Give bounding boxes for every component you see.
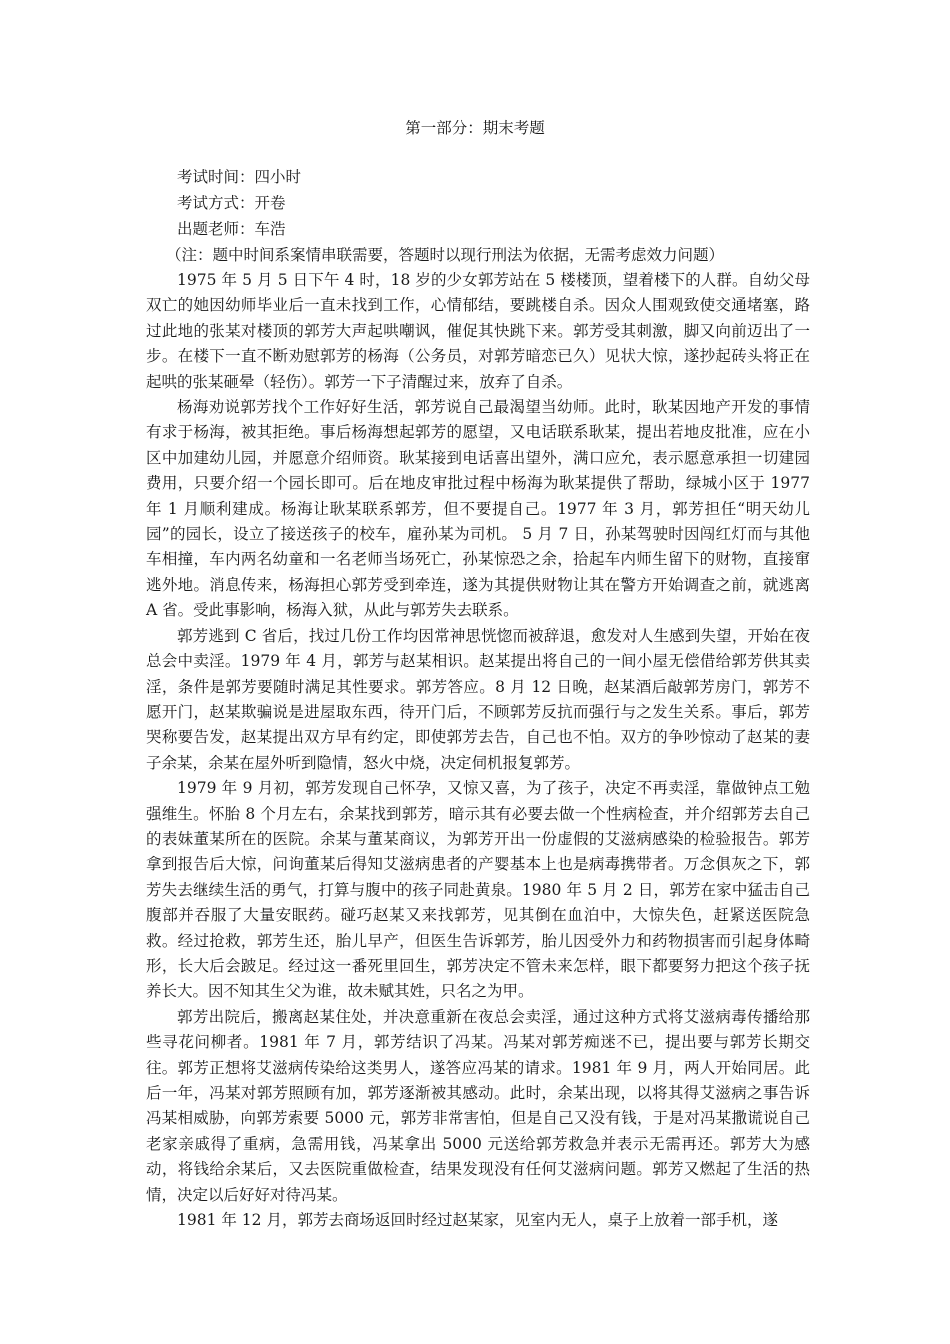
document-body [146, 164, 810, 1233]
exam-note: （注：题中时间系案情串联需要，答题时以现行刑法为依据，无需考虑效力问题） [166, 246, 725, 264]
case-paragraph-5: 郭芳出院后，搬离赵某住处，并决意重新在夜总会卖淫，通过这种方式将艾滋病毒传播给那些寻花问柳者。1981 年 7 月，郭芳结识了冯某。冯某对郭芳痴迷不已，提出要与郭芳长期交往。郭芳正想将艾滋病传染给这类男人，遂答应冯某的请求。1981 年 9 月，两人开始同居。此后一年，冯某对郭芳照顾有加，郭芳逐渐被其感动。此时，余某出现，以将其得艾滋病之事告诉冯某相威胁，向郭芳索要 5000 元，郭芳非常害怕，但是自己又没有钱，于是对冯某撒谎说自己老家亲戚得了重病，急需用钱，冯某拿出 5000 元送给郭芳救急并表示无需再还。郭芳大为感动，将钱给余某后，又去医院重做检查，结果发现没有任何艾滋病问题。郭芳又燃起了生活的热情，决定以后好好对待冯某。 [146, 1007, 810, 1204]
exam-format: 考试方式：开卷 [177, 194, 286, 212]
case-paragraph-2: 杨海劝说郭芳找个工作好好生活，郭芳说自己最渴望当幼师。此时，耿某因地产开发的事情有求于杨海，被其拒绝。事后杨海想起郭芳的愿望，又电话联系耿某，提出若地皮批准，应在小区中加建幼儿园，并愿意介绍师资。耿某接到电话喜出望外，满口应允，表示愿意承担一切建园费用，只要介绍一个园长即可。后在地皮审批过程中杨海为耿某提供了帮助，绿城小区于 1977 年 1 月顺利建成。杨海让耿某联系郭芳，但不要提自己。1977 年 3 月，郭芳担任“明天幼儿园”的园长，设立了接送孩子的校车，雇孙某为司机。 5 月 7 日，孙某驾驶时因闯红灯而与其他车相撞，车内两名幼童和一名老师当场死亡，孙某惊恐之余，拾起车内师生留下的财物，直接窜逃外地。消息传来，杨海担心郭芳受到牵连，遂为其提供财物让其在警方开始调查之前，就逃离 A 省。受此事影响，杨海入狱，从此与郭芳失去联系。 [146, 398, 810, 620]
case-paragraph-1: 1975 年 5 月 5 日下午 4 时，18 岁的少女郭芳站在 5 楼楼顶，望着楼下的人群。自幼父母双亡的她因幼师毕业后一直未找到工作，心情郁结，要跳楼自杀。因众人围观致使交通堵塞，路过此地的张某对楼顶的郭芳大声起哄嘲讽，催促其快跳下来。郭芳受其刺激，脚又向前迈出了一步。在楼下一直不断劝慰郭芳的杨海（公务员，对郭芳暗恋已久）见状大惊，遂抄起砖头将正在起哄的张某砸晕（轻伤）。郭芳一下子清醒过来，放弃了自杀。 [146, 271, 810, 391]
exam-author: 出题老师：车浩 [177, 220, 286, 238]
exam-duration: 考试时间：四小时 [177, 168, 302, 186]
document-title: 第一部分：期末考题 [405, 119, 545, 137]
case-paragraph-6: 1981 年 12 月，郭芳去商场返回时经过赵某家，见室内无人，桌子上放着一部手机，遂 [177, 1211, 778, 1230]
case-paragraph-4: 1979 年 9 月初，郭芳发现自己怀孕，又惊又喜，为了孩子，决定不再卖淫，靠做钟点工勉强维生。怀胎 8 个月左右，余某找到郭芳，暗示其有必要去做一个性病检查，并介绍郭芳去自己的表妹董某所在的医院。余某与董某商议，为郭芳开出一份虚假的艾滋病感染的检验报告。郭芳拿到报告后大惊，问询董某后得知艾滋病患者的产婴基本上也是病毒携带者。万念俱灰之下，郭芳失去继续生活的勇气，打算与腹中的孩子同赴黄泉。1980 年 5 月 2 日，郭芳在家中猛击自己腹部并吞服了大量安眠药。碰巧赵某又来找郭芳，见其倒在血泊中，大惊失色，赶紧送医院急救。经过抢救，郭芳生还，胎儿早产，但医生告诉郭芳，胎儿因受外力和药物损害而引起身体畸形，长大后会跛足。经过这一番死里回生，郭芳决定不管未来怎样，眼下都要努力把这个孩子抚养长大。因不知其生父为谁，故未赋其姓，只名之为甲。 [146, 779, 810, 1001]
case-paragraph-3: 郭芳逃到 C 省后，找过几份工作均因常神思恍惚而被辞退，愈发对人生感到失望，开始在夜总会中卖淫。1979 年 4 月，郭芳与赵某相识。赵某提出将自己的一间小屋无偿借给郭芳供其卖淫，条件是郭芳要随时满足其性要求。郭芳答应。8 月 12 日晚，赵某酒后敲郭芳房门，郭芳不愿开门，赵某欺骗说是进屋取东西，待开门后，不顾郭芳反抗而强行与之发生关系。事后，郭芳哭称要告发，赵某提出双方早有约定，即使郭芳去告，自己也不怕。双方的争吵惊动了赵某的妻子余某，余某在屋外听到隐情，怒火中烧，决定伺机报复郭芳。 [146, 626, 810, 772]
